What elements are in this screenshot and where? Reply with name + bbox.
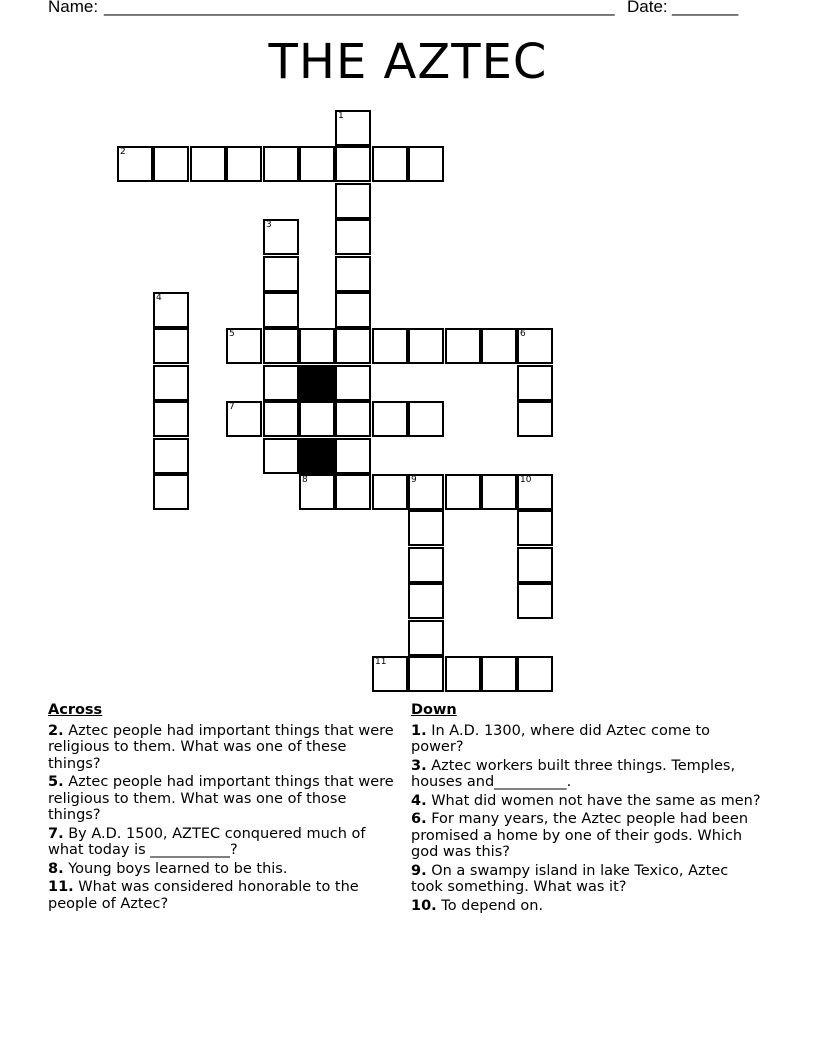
- grid-cell[interactable]: [335, 474, 371, 510]
- clue-number: 1: [338, 111, 344, 121]
- grid-cell[interactable]: [517, 547, 553, 583]
- date-field[interactable]: _______: [672, 0, 739, 16]
- clue-number: 5: [229, 329, 235, 339]
- grid-cell[interactable]: [372, 474, 408, 510]
- grid-cell[interactable]: [263, 292, 299, 328]
- across-clue: [48, 879, 400, 912]
- across-clue-list: [48, 723, 400, 913]
- grid-cell[interactable]: [372, 656, 408, 692]
- clue-number: 8.: [48, 860, 64, 877]
- clue-number: 10: [520, 475, 532, 485]
- grid-cell[interactable]: [408, 474, 444, 510]
- grid-cell[interactable]: [445, 328, 481, 364]
- grid-cell[interactable]: [481, 656, 517, 692]
- grid-cell[interactable]: [408, 620, 444, 656]
- across-heading: Across: [48, 702, 103, 718]
- down-clue: [411, 898, 763, 915]
- page-title: THE AZTEC: [268, 34, 548, 90]
- clue-text: Young boys learned to be this.: [68, 860, 288, 877]
- clue-number: 6.: [411, 811, 427, 827]
- grid-black-cell: [299, 365, 335, 401]
- grid-cell[interactable]: [408, 583, 444, 619]
- grid-cell[interactable]: [481, 328, 517, 364]
- down-clue: [411, 758, 763, 791]
- grid-cell[interactable]: [190, 146, 226, 182]
- grid-cell[interactable]: [299, 401, 335, 437]
- grid-cell[interactable]: [335, 438, 371, 474]
- clue-text: By A.D. 1500, AZTEC conquered much of what today is ___________?: [48, 825, 366, 858]
- grid-cell[interactable]: [335, 256, 371, 292]
- clue-number: 3: [266, 220, 272, 230]
- grid-cell[interactable]: [517, 328, 553, 364]
- grid-cell[interactable]: [153, 146, 189, 182]
- clue-number: 1.: [411, 722, 427, 739]
- clue-number: 5.: [48, 774, 64, 790]
- grid-cell[interactable]: [372, 401, 408, 437]
- grid-cell[interactable]: [263, 401, 299, 437]
- grid-cell[interactable]: [335, 401, 371, 437]
- grid-cell[interactable]: [263, 438, 299, 474]
- grid-cell[interactable]: [372, 146, 408, 182]
- name-label: Name:: [48, 0, 99, 16]
- grid-cell[interactable]: [299, 474, 335, 510]
- clue-text: On a swampy island in lake Texico, Aztec took something. What was it?: [411, 862, 729, 895]
- down-clue: [411, 863, 763, 896]
- grid-cell[interactable]: [408, 328, 444, 364]
- grid-cell[interactable]: [226, 328, 262, 364]
- grid-cell[interactable]: [517, 583, 553, 619]
- clue-number: 7.: [48, 825, 64, 842]
- grid-cell[interactable]: [299, 146, 335, 182]
- across-clue: [48, 723, 400, 773]
- across-clues: [48, 702, 400, 914]
- grid-cell[interactable]: [153, 292, 189, 328]
- clue-text: For many years, the Aztec people had been promised a home by one of their gods. Which god was this?: [411, 811, 749, 860]
- grid-cell[interactable]: [335, 292, 371, 328]
- clue-number: 9.: [411, 862, 427, 879]
- grid-black-cell: [299, 438, 335, 474]
- down-clue: [411, 811, 763, 861]
- grid-cell[interactable]: [263, 146, 299, 182]
- clue-number: 4.: [411, 792, 427, 809]
- grid-cell[interactable]: [408, 547, 444, 583]
- grid-cell[interactable]: [263, 219, 299, 255]
- name-field[interactable]: ______________________________________________________: [104, 0, 615, 16]
- grid-cell[interactable]: [335, 110, 371, 146]
- grid-cell[interactable]: [517, 656, 553, 692]
- grid-cell[interactable]: [408, 510, 444, 546]
- grid-cell[interactable]: [517, 365, 553, 401]
- grid-cell[interactable]: [153, 438, 189, 474]
- grid-cell[interactable]: [263, 256, 299, 292]
- grid-cell[interactable]: [335, 183, 371, 219]
- grid-cell[interactable]: [335, 365, 371, 401]
- grid-cell[interactable]: [481, 474, 517, 510]
- grid-cell[interactable]: [299, 328, 335, 364]
- grid-cell[interactable]: [372, 328, 408, 364]
- grid-cell[interactable]: [263, 365, 299, 401]
- down-clue: [411, 793, 763, 810]
- grid-cell[interactable]: [408, 401, 444, 437]
- clue-number: 3.: [411, 757, 427, 774]
- clue-text: Aztec workers built three things. Temples, houses and__________.: [411, 757, 736, 790]
- clue-text: Aztec people had important things that were religious to them. What was one of these things?: [48, 722, 394, 772]
- grid-cell[interactable]: [335, 146, 371, 182]
- grid-cell[interactable]: [517, 474, 553, 510]
- grid-cell[interactable]: [517, 401, 553, 437]
- clue-number: 11.: [48, 879, 74, 895]
- clue-text: To depend on.: [441, 897, 544, 914]
- grid-cell[interactable]: [335, 328, 371, 364]
- clue-number: 4: [156, 293, 162, 303]
- clue-number: 9: [411, 475, 417, 485]
- grid-cell[interactable]: [226, 146, 262, 182]
- clue-text: What did women not have the same as men?: [431, 792, 761, 809]
- clue-text: What was considered honorable to the people of Aztec?: [48, 879, 359, 912]
- clue-number: 2: [120, 147, 126, 157]
- clue-text: Aztec people had important things that were religious to them. What was one of those things?: [48, 774, 394, 823]
- grid-cell[interactable]: [153, 474, 189, 510]
- across-clue: [48, 861, 400, 878]
- down-clues: [411, 702, 763, 916]
- grid-cell[interactable]: [263, 328, 299, 364]
- grid-cell[interactable]: [517, 510, 553, 546]
- grid-cell[interactable]: [153, 401, 189, 437]
- grid-cell[interactable]: [408, 656, 444, 692]
- down-clue-list: [411, 723, 763, 915]
- grid-cell[interactable]: [117, 146, 153, 182]
- grid-cell[interactable]: [153, 365, 189, 401]
- down-clue: [411, 723, 763, 756]
- clue-number: 6: [520, 329, 526, 339]
- clue-number: 11: [375, 657, 387, 667]
- grid-cell[interactable]: [445, 656, 481, 692]
- grid-cell[interactable]: [153, 328, 189, 364]
- grid-cell[interactable]: [408, 146, 444, 182]
- grid-cell[interactable]: [335, 219, 371, 255]
- clue-number: 7: [229, 402, 235, 412]
- across-clue: [48, 826, 400, 859]
- grid-cell[interactable]: [226, 401, 262, 437]
- date-label: Date:: [627, 0, 668, 16]
- clue-text: In A.D. 1300, where did Aztec come to power?: [411, 722, 711, 755]
- across-clue: [48, 774, 400, 824]
- down-heading: Down: [411, 702, 457, 718]
- grid-cell[interactable]: [445, 474, 481, 510]
- clue-number: 8: [302, 475, 308, 485]
- clue-number: 10.: [411, 897, 437, 914]
- clue-number: 2.: [48, 722, 64, 739]
